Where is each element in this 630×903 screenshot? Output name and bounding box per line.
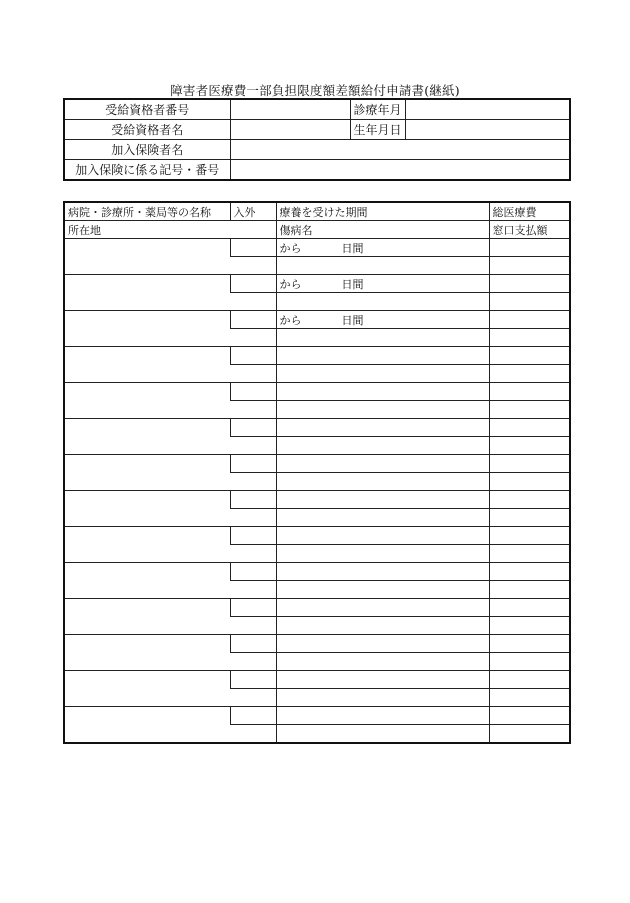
table-row <box>64 527 570 545</box>
period-cell[interactable] <box>276 275 489 293</box>
facility-name-cell[interactable] <box>64 563 230 581</box>
facility-name-cell[interactable] <box>64 311 230 329</box>
period-days-text: 日間 <box>341 241 364 255</box>
birth-date-label: 生年月日 <box>350 120 405 140</box>
inout-header: 入外 <box>230 202 276 221</box>
inout-cell[interactable] <box>230 599 276 617</box>
disease-cell[interactable] <box>276 725 489 744</box>
table-row <box>64 455 570 473</box>
disease-cell[interactable] <box>276 545 489 563</box>
copay-cell[interactable] <box>489 509 570 527</box>
table-row <box>64 725 570 744</box>
table-row <box>64 329 570 347</box>
table-row <box>64 365 570 383</box>
disease-cell[interactable] <box>276 257 489 275</box>
table-row <box>64 635 570 653</box>
inout-cell[interactable] <box>230 239 276 257</box>
treatment-detail-table <box>63 201 571 744</box>
total-cost-cell[interactable] <box>489 455 570 473</box>
copay-cell[interactable] <box>489 437 570 455</box>
copay-cell[interactable] <box>489 545 570 563</box>
table-row <box>64 509 570 527</box>
period-cell[interactable] <box>276 491 489 509</box>
disease-cell[interactable] <box>276 401 489 419</box>
period-cell[interactable] <box>276 563 489 581</box>
table-row <box>64 311 570 329</box>
facility-name-cell[interactable] <box>64 347 230 365</box>
copay-cell[interactable] <box>489 365 570 383</box>
total-cost-cell[interactable] <box>489 707 570 725</box>
copay-cell[interactable] <box>489 581 570 599</box>
recipient-number-label: 受給資格者番号 <box>64 99 230 120</box>
copay-cell[interactable] <box>489 725 570 744</box>
address-cell[interactable] <box>64 365 276 383</box>
table-row <box>64 491 570 509</box>
inout-cell[interactable] <box>230 275 276 293</box>
period-cell[interactable] <box>276 671 489 689</box>
recipient-name-label: 受給資格者名 <box>64 120 230 140</box>
table-row <box>64 401 570 419</box>
total-cost-cell[interactable] <box>489 347 570 365</box>
inout-cell[interactable] <box>230 635 276 653</box>
period-cell[interactable] <box>276 599 489 617</box>
recipient-name-field[interactable] <box>230 120 350 140</box>
table-row <box>64 257 570 275</box>
table-row <box>64 599 570 617</box>
address-cell[interactable] <box>64 581 276 599</box>
facility-name-cell[interactable] <box>64 671 230 689</box>
address-cell[interactable] <box>64 725 276 744</box>
copay-cell[interactable] <box>489 617 570 635</box>
table-row <box>64 653 570 671</box>
facility-name-header: 病院・診療所・薬局等の名称 <box>64 202 230 221</box>
inout-cell[interactable] <box>230 707 276 725</box>
period-days-text: 日間 <box>341 313 364 327</box>
total-cost-cell[interactable] <box>489 599 570 617</box>
period-cell[interactable] <box>276 527 489 545</box>
form-title: 障害者医療費一部負担限度額差額給付申請書(継紙) <box>170 83 460 98</box>
insurance-symbol-number-label: 加入保険に係る記号・番号 <box>64 160 230 181</box>
disease-cell[interactable] <box>276 437 489 455</box>
table-row <box>64 347 570 365</box>
disease-cell[interactable] <box>276 653 489 671</box>
insurer-name-field[interactable] <box>230 140 570 160</box>
table-row <box>64 473 570 491</box>
address-cell[interactable] <box>64 257 276 275</box>
address-cell[interactable] <box>64 437 276 455</box>
disease-cell[interactable] <box>276 689 489 707</box>
copay-cell[interactable] <box>489 329 570 347</box>
address-header: 所在地 <box>64 221 276 239</box>
inout-cell[interactable] <box>230 347 276 365</box>
total-cost-cell[interactable] <box>489 275 570 293</box>
facility-name-cell[interactable] <box>64 419 230 437</box>
table-row <box>64 275 570 293</box>
address-cell[interactable] <box>64 329 276 347</box>
total-cost-cell[interactable] <box>489 383 570 401</box>
total-cost-cell[interactable] <box>489 311 570 329</box>
disease-cell[interactable] <box>276 473 489 491</box>
table-row <box>64 293 570 311</box>
total-cost-cell[interactable] <box>489 239 570 257</box>
inout-cell[interactable] <box>230 383 276 401</box>
period-cell[interactable] <box>276 635 489 653</box>
copay-header: 窓口支払額 <box>489 221 570 239</box>
total-cost-cell[interactable] <box>489 671 570 689</box>
period-from-text: から <box>279 313 302 327</box>
period-from-text: から <box>279 241 302 255</box>
disease-cell[interactable] <box>276 293 489 311</box>
address-cell[interactable] <box>64 653 276 671</box>
birth-date-field[interactable] <box>405 120 570 140</box>
copay-cell[interactable] <box>489 473 570 491</box>
period-cell[interactable] <box>276 455 489 473</box>
disease-cell[interactable] <box>276 581 489 599</box>
facility-name-cell[interactable] <box>64 275 230 293</box>
insurer-name-label: 加入保険者名 <box>64 140 230 160</box>
table-row <box>64 707 570 725</box>
address-cell[interactable] <box>64 689 276 707</box>
facility-name-cell[interactable] <box>64 707 230 725</box>
address-cell[interactable] <box>64 293 276 311</box>
table-row <box>64 419 570 437</box>
copay-cell[interactable] <box>489 293 570 311</box>
copay-cell[interactable] <box>489 401 570 419</box>
inout-cell[interactable] <box>230 671 276 689</box>
facility-name-cell[interactable] <box>64 383 230 401</box>
table-row <box>64 437 570 455</box>
period-days-text: 日間 <box>341 277 364 291</box>
disease-cell[interactable] <box>276 365 489 383</box>
total-cost-cell[interactable] <box>489 563 570 581</box>
facility-name-cell[interactable] <box>64 239 230 257</box>
copay-cell[interactable] <box>489 257 570 275</box>
table-row <box>64 581 570 599</box>
period-cell[interactable] <box>276 239 489 257</box>
facility-name-cell[interactable] <box>64 635 230 653</box>
facility-name-cell[interactable] <box>64 455 230 473</box>
period-cell[interactable] <box>276 383 489 401</box>
table-row <box>64 563 570 581</box>
facility-name-cell[interactable] <box>64 527 230 545</box>
insurance-symbol-number-field[interactable] <box>230 160 570 181</box>
facility-name-cell[interactable] <box>64 491 230 509</box>
total-cost-cell[interactable] <box>489 635 570 653</box>
treatment-month-label: 診療年月 <box>350 99 405 120</box>
table-row <box>64 617 570 635</box>
facility-name-cell[interactable] <box>64 599 230 617</box>
total-cost-cell[interactable] <box>489 527 570 545</box>
period-cell[interactable] <box>276 419 489 437</box>
period-header: 療養を受けた期間 <box>276 202 489 221</box>
copay-cell[interactable] <box>489 689 570 707</box>
period-cell[interactable] <box>276 707 489 725</box>
period-from-text: から <box>279 277 302 291</box>
disease-cell[interactable] <box>276 329 489 347</box>
inout-cell[interactable] <box>230 527 276 545</box>
inout-cell[interactable] <box>230 491 276 509</box>
table-row <box>64 239 570 257</box>
total-cost-cell[interactable] <box>489 419 570 437</box>
disease-header: 傷病名 <box>276 221 489 239</box>
copay-cell[interactable] <box>489 653 570 671</box>
address-cell[interactable] <box>64 401 276 419</box>
total-cost-cell[interactable] <box>489 491 570 509</box>
address-cell[interactable] <box>64 617 276 635</box>
inout-cell[interactable] <box>230 311 276 329</box>
period-cell[interactable] <box>276 347 489 365</box>
inout-cell[interactable] <box>230 419 276 437</box>
address-cell[interactable] <box>64 545 276 563</box>
address-cell[interactable] <box>64 509 276 527</box>
table-row <box>64 545 570 563</box>
disease-cell[interactable] <box>276 509 489 527</box>
table-row <box>64 689 570 707</box>
recipient-number-field[interactable] <box>230 99 350 120</box>
recipient-info-table <box>63 98 571 181</box>
table-row <box>64 383 570 401</box>
address-cell[interactable] <box>64 473 276 491</box>
table-row <box>64 671 570 689</box>
disease-cell[interactable] <box>276 617 489 635</box>
inout-cell[interactable] <box>230 455 276 473</box>
total-cost-header: 総医療費 <box>489 202 570 221</box>
inout-cell[interactable] <box>230 563 276 581</box>
period-cell[interactable] <box>276 311 489 329</box>
treatment-month-field[interactable] <box>405 99 570 120</box>
